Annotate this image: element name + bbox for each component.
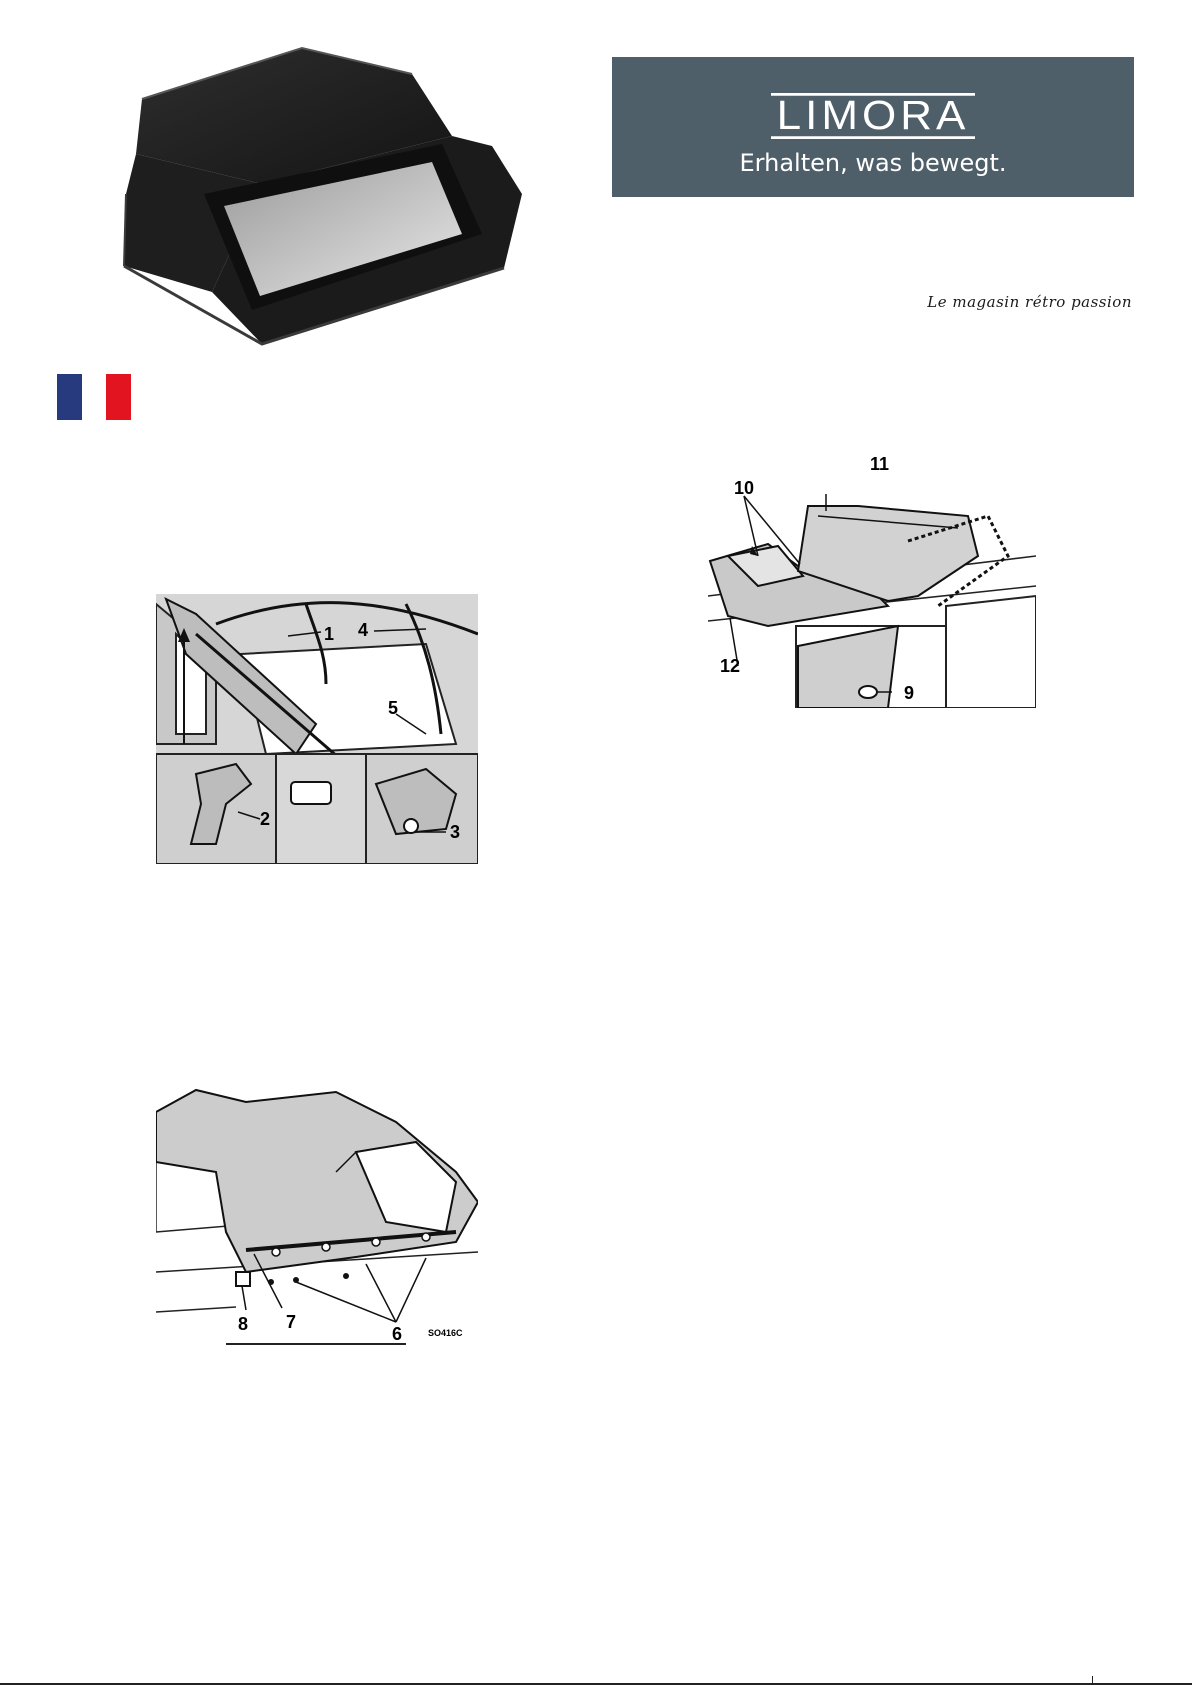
fig3-label-7: 7 — [286, 1312, 297, 1332]
flag-stripe-blue — [57, 374, 82, 420]
fig1-label-1: 1 — [324, 624, 335, 644]
fig3-label-6: 6 — [392, 1324, 403, 1344]
figure-2-folded-roof-diagram — [708, 446, 1036, 708]
bottom-tick — [1092, 1676, 1093, 1685]
product-photo-soft-top — [112, 44, 532, 360]
fig2-label-9: 9 — [904, 683, 915, 703]
fig2-label-12: 12 — [720, 656, 741, 676]
figure-3-roof-fastening-diagram — [156, 1082, 478, 1350]
fig3-code: SO416C — [428, 1328, 463, 1338]
fig2-label-10: 10 — [734, 478, 755, 498]
brand-tagline: Erhalten, was bewegt. — [739, 149, 1007, 177]
french-flag-icon — [57, 374, 131, 420]
limora-logo: LIMORA — [612, 91, 1134, 141]
brand-script-subtitle: Le magasin rétro passion — [927, 293, 1132, 311]
fig1-label-4: 4 — [358, 620, 369, 640]
fig3-label-8: 8 — [238, 1314, 249, 1334]
fig1-label-2: 2 — [260, 809, 271, 829]
flag-stripe-white — [82, 374, 107, 420]
brand-banner — [612, 57, 1134, 197]
flag-stripe-red — [106, 374, 131, 420]
fig1-label-5: 5 — [388, 698, 399, 718]
figure-1-roof-latch-diagram — [156, 594, 478, 864]
fig1-label-3: 3 — [450, 822, 461, 842]
fig2-label-11: 11 — [870, 454, 890, 474]
